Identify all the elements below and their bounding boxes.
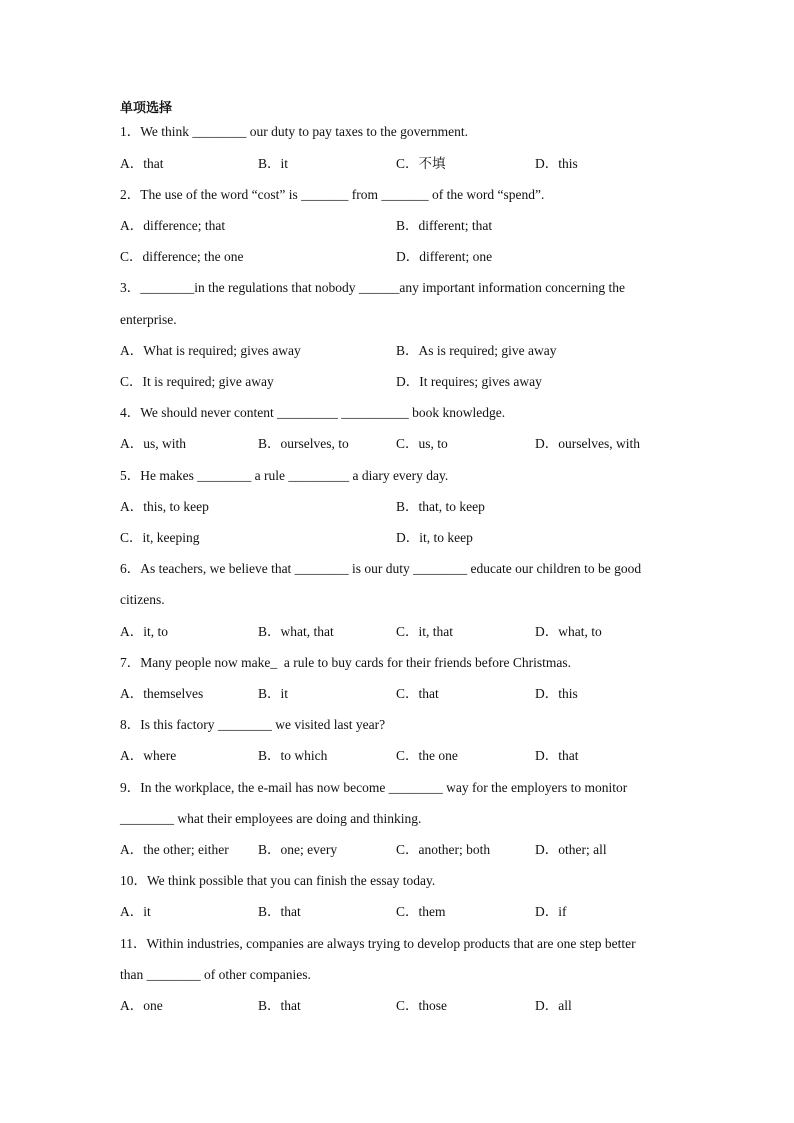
question-3-option-a: A．What is required; gives away: [120, 343, 301, 358]
question-10-option-a: A．it: [120, 904, 151, 919]
question-10-option-c: C．them: [396, 904, 446, 919]
question-9-option-a: A．the other; either: [120, 842, 229, 857]
question-6-option-a: A．it, to: [120, 624, 169, 639]
section-title: 单项选择: [120, 101, 173, 116]
question-11-stem-line-1: 11．Within industries, companies are always trying to develop products that are one step better: [120, 936, 636, 951]
question-8-option-b: B．to which: [258, 748, 328, 763]
question-3-option-b: B．As is required; give away: [396, 343, 557, 358]
question-7-stem: 7．Many people now make_ a rule to buy cards for their friends before Christmas.: [120, 655, 571, 670]
question-1-stem: 1．We think ________ our duty to pay taxes to the government.: [120, 124, 468, 139]
question-1-option-d: D．this: [535, 156, 578, 171]
question-6-option-d: D．what, to: [535, 624, 602, 639]
question-2-stem: 2．The use of the word “cost” is _______ from _______ of the word “spend”.: [120, 187, 545, 202]
question-5-option-a: A．this, to keep: [120, 499, 209, 514]
question-9-option-d: D．other; all: [535, 842, 607, 857]
question-1-option-b: B．it: [258, 156, 289, 171]
question-2-option-c: C．difference; the one: [120, 249, 244, 264]
question-5-option-c: C．it, keeping: [120, 530, 200, 545]
question-9-option-c: C．another; both: [396, 842, 491, 857]
question-9-option-b: B．one; every: [258, 842, 338, 857]
question-7-option-c: C．that: [396, 686, 439, 701]
question-11-stem-line-2: than ________ of other companies.: [120, 967, 311, 982]
question-8-option-c: C．the one: [396, 748, 458, 763]
question-1-option-c: C．不填: [396, 156, 446, 171]
question-6-stem-line-2: citizens.: [120, 592, 165, 607]
question-2-option-b: B．different; that: [396, 218, 493, 233]
question-4-stem: 4．We should never content _________ __________ book knowledge.: [120, 405, 506, 420]
question-4-option-a: A．us, with: [120, 436, 187, 451]
question-3-stem-line-1: 3．________in the regulations that nobody ______any important information concerning the: [120, 280, 626, 295]
question-7-option-a: A．themselves: [120, 686, 204, 701]
question-2-option-d: D．different; one: [396, 249, 493, 264]
question-7-option-d: D．this: [535, 686, 578, 701]
question-11-option-b: B．that: [258, 998, 301, 1013]
question-5-option-d: D．it, to keep: [396, 530, 473, 545]
question-9-stem-line-1: 9．In the workplace, the e-mail has now become ________ way for the employers to monitor: [120, 780, 628, 795]
question-5-option-b: B．that, to keep: [396, 499, 485, 514]
question-8-stem: 8．Is this factory ________ we visited last year?: [120, 717, 386, 732]
question-11-option-c: C．those: [396, 998, 448, 1013]
question-8-option-d: D．that: [535, 748, 579, 763]
question-6-option-c: C．it, that: [396, 624, 453, 639]
question-4-option-b: B．ourselves, to: [258, 436, 349, 451]
question-5-stem: 5．He makes ________ a rule _________ a diary every day.: [120, 468, 449, 483]
question-6-option-b: B．what, that: [258, 624, 334, 639]
question-4-option-d: D．ourselves, with: [535, 436, 640, 451]
question-9-stem-line-2: ________ what their employees are doing and thinking.: [120, 811, 422, 826]
question-3-option-d: D．It requires; gives away: [396, 374, 542, 389]
question-7-option-b: B．it: [258, 686, 289, 701]
question-11-option-a: A．one: [120, 998, 163, 1013]
question-3-option-c: C．It is required; give away: [120, 374, 274, 389]
question-4-option-c: C．us, to: [396, 436, 448, 451]
question-3-stem-line-2: enterprise.: [120, 312, 177, 327]
question-1-option-a: A．that: [120, 156, 164, 171]
question-6-stem-line-1: 6．As teachers, we believe that ________ is our duty ________ educate our children to be good: [120, 561, 642, 576]
question-10-option-d: D．if: [535, 904, 567, 919]
question-10-option-b: B．that: [258, 904, 301, 919]
question-11-option-d: D．all: [535, 998, 572, 1013]
question-2-option-a: A．difference; that: [120, 218, 226, 233]
question-10-stem: 10．We think possible that you can finish the essay today.: [120, 873, 436, 888]
question-8-option-a: A．where: [120, 748, 177, 763]
